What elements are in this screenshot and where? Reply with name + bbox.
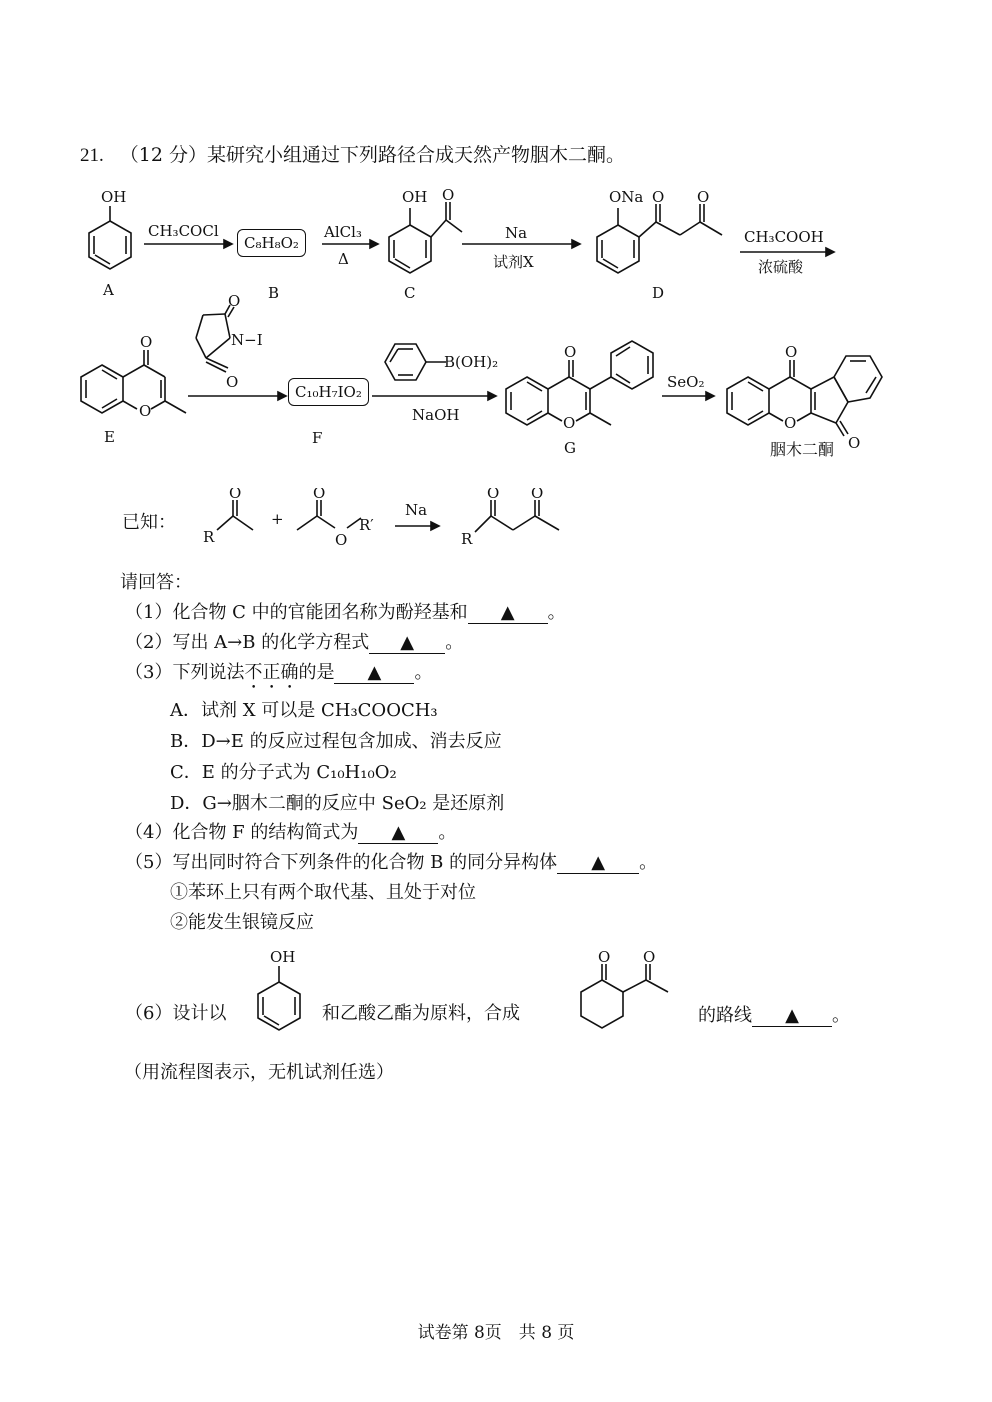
known-label: 已知： <box>122 512 176 533</box>
question-5 <box>125 848 657 874</box>
compound-b-formula: C₈H₈O₂ <box>244 234 299 252</box>
q4-answer-blank[interactable]: ▲ <box>358 823 438 844</box>
condition-1: ①苯环上只有两个取代基、且处于对位 <box>170 882 476 903</box>
q3-text: （3）下列说法 <box>125 662 245 683</box>
q6-suffix-end: 。 <box>832 1005 850 1026</box>
question-title-text: （12 分）某研究小组通过下列路径合成天然产物胭木二酮。 <box>119 144 625 166</box>
compound-f-formula: C₁₀H₇IO₂ <box>295 383 362 401</box>
option-a: A．试剂 X 可以是 CH₃COOCH₃ <box>170 700 438 721</box>
phenylboronic-acid-structure <box>385 344 446 380</box>
label-a: A <box>103 281 114 299</box>
compound-f-formula-box <box>288 378 369 406</box>
q6-phenol-structure <box>244 944 314 1044</box>
q3-mid: 的是 <box>298 662 335 683</box>
known-r1: R <box>203 528 215 546</box>
compound-d-structure <box>597 204 722 273</box>
reagent-g-p-top: SeO₂ <box>667 373 705 391</box>
q5-suffix: 。 <box>639 852 658 873</box>
condition-2: ②能发生银镜反应 <box>170 912 314 933</box>
q4-text: （4）化合物 F 的结构简式为 <box>125 822 359 843</box>
reagent-d-e-bottom: 浓硫酸 <box>758 258 804 276</box>
label-d: D <box>652 284 665 302</box>
known-o3: O <box>335 531 348 549</box>
atom-oh-a: OH <box>101 188 127 206</box>
q2-text: （2）写出 A→B 的化学方程式 <box>125 632 370 653</box>
question-2 <box>125 628 463 654</box>
q6-answer-blank[interactable]: ▲ <box>752 1006 832 1027</box>
atom-o-p-ring: O <box>784 414 797 432</box>
known-o5: O <box>531 488 544 502</box>
option-b: B．D→E 的反应过程包含加成、消去反应 <box>170 731 502 752</box>
q6-target-structure <box>570 944 680 1044</box>
known-rprime: R′ <box>359 516 374 534</box>
label-b: B <box>268 284 280 302</box>
reagent-f-g-bottom: NaOH <box>412 406 460 424</box>
atom-o-g-ring: O <box>563 414 576 432</box>
question-4 <box>125 818 456 844</box>
reagent-c-d-bottom: 试剂X <box>493 253 534 271</box>
reagent-d-e-top: CH₃COOH <box>744 228 824 246</box>
prompt: 请回答： <box>120 572 192 593</box>
q1-text: （1）化合物 C 中的官能团名称为酚羟基和 <box>125 602 468 623</box>
label-e: E <box>104 428 115 446</box>
label-product: 胭木二酮 <box>770 440 835 459</box>
atom-ona-d: ONa <box>609 188 644 206</box>
atom-oh-c: OH <box>402 188 428 206</box>
reagent-b-c-top: AlCl₃ <box>324 223 362 241</box>
atom-o-e-top: O <box>140 333 153 351</box>
q3-suffix: 。 <box>414 662 433 683</box>
option-d: D．G→胭木二酮的反应中 SeO₂ 是还原剂 <box>170 793 505 814</box>
option-c: C．E 的分子式为 C₁₀H₁₀O₂ <box>170 762 397 783</box>
question-6-mid: 和乙酸乙酯为原料，合成 <box>322 1003 520 1024</box>
question-6-prefix: （6）设计以 <box>125 1003 227 1024</box>
reagent-c-d-top: Na <box>505 224 528 242</box>
q4-suffix: 。 <box>438 822 457 843</box>
atom-o2-d: O <box>697 188 710 206</box>
q6-oh: OH <box>270 948 296 966</box>
question-6-suffix <box>698 1001 850 1027</box>
known-o4: O <box>487 488 500 502</box>
question-number: 21. <box>80 145 104 166</box>
q6-o1: O <box>598 948 611 966</box>
q2-answer-blank[interactable]: ▲ <box>369 633 445 654</box>
nis-n-i: N−I <box>231 331 263 349</box>
atom-o-p-right: O <box>848 434 861 452</box>
page-footer: 试卷第 8页 共 8 页 <box>417 1323 575 1343</box>
product-structure <box>727 356 882 436</box>
compound-b-formula-box <box>237 229 306 257</box>
atom-o-c: O <box>442 186 455 204</box>
known-o1: O <box>229 488 242 502</box>
q6-o2: O <box>643 948 656 966</box>
q5-text: （5）写出同时符合下列条件的化合物 B 的同分异构体 <box>125 852 558 873</box>
label-c: C <box>404 284 416 302</box>
q3-emphasis: 不正确 <box>244 662 299 683</box>
q2-suffix: 。 <box>445 632 464 653</box>
question-1 <box>125 598 566 624</box>
known-na: Na <box>405 501 428 519</box>
known-o2: O <box>313 488 326 502</box>
note: （用流程图表示，无机试剂任选） <box>124 1062 394 1083</box>
question-title <box>80 140 625 167</box>
known-reaction <box>195 488 615 558</box>
reagent-boronic: B(OH)₂ <box>444 353 499 371</box>
reagent-b-c-bottom: Δ <box>338 250 349 268</box>
question-3 <box>125 658 432 693</box>
q3-answer-blank[interactable]: ▲ <box>334 663 414 684</box>
label-f: F <box>312 429 323 447</box>
atom-o-p-top: O <box>785 343 798 361</box>
known-r2: R <box>461 530 473 548</box>
atom-o-nis-bottom: O <box>226 373 239 391</box>
q1-suffix: 。 <box>547 602 566 623</box>
atom-o1-d: O <box>652 188 665 206</box>
q5-answer-blank[interactable]: ▲ <box>557 853 639 874</box>
atom-o-g-top: O <box>564 343 577 361</box>
compound-a-structure <box>89 206 131 269</box>
atom-o-e-ring: O <box>139 402 152 420</box>
compound-g-structure <box>506 341 653 425</box>
known-plus: + <box>271 510 284 528</box>
label-g: G <box>564 439 576 457</box>
atom-o-nis-top: O <box>228 292 241 310</box>
q1-answer-blank[interactable]: ▲ <box>468 603 548 624</box>
q6-suffix-text: 的路线 <box>698 1005 752 1026</box>
compound-c-structure <box>389 202 462 273</box>
compound-e-structure <box>81 350 186 413</box>
nis-structure <box>196 305 234 372</box>
reagent-a-b: CH₃COCl <box>148 222 219 240</box>
